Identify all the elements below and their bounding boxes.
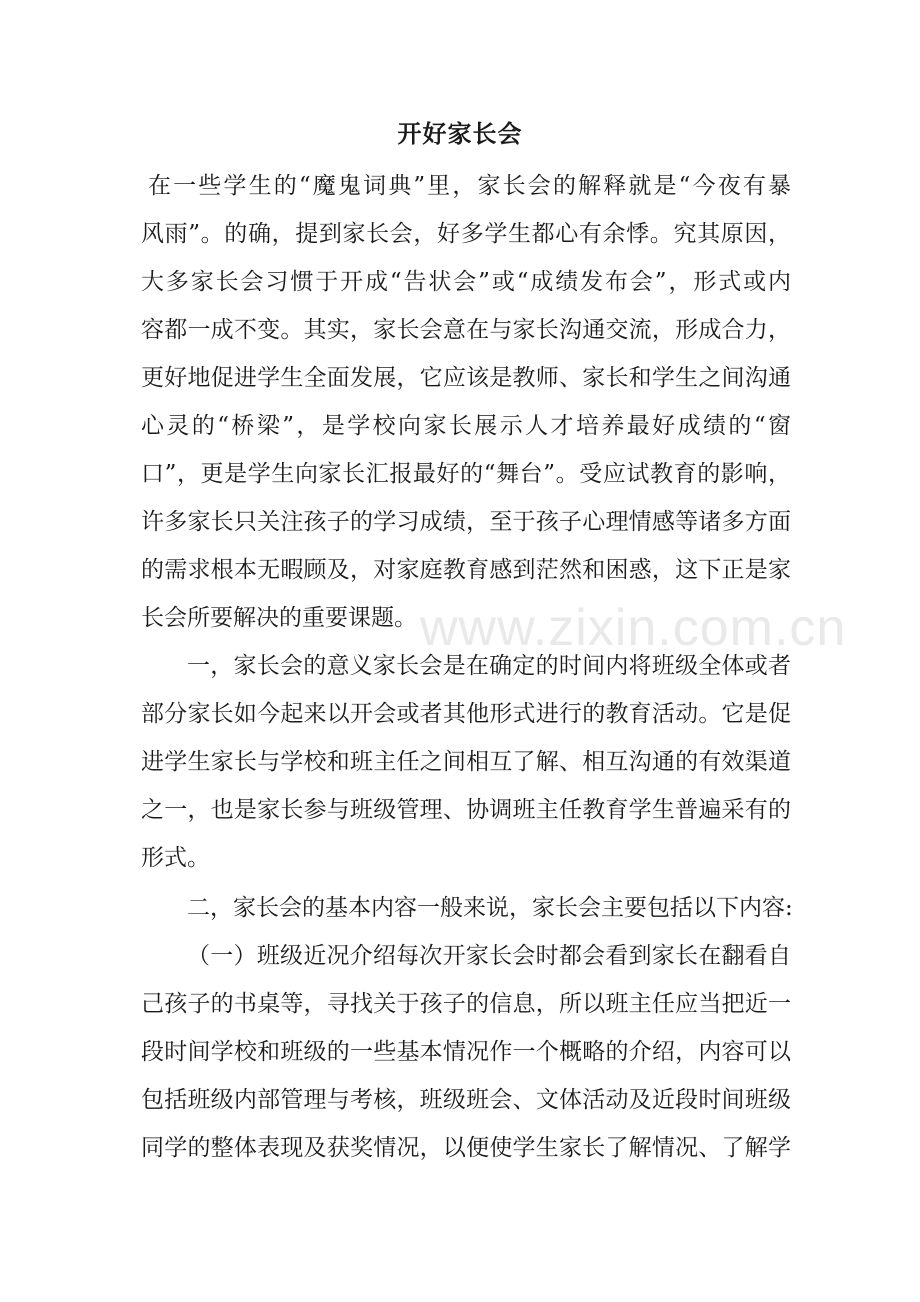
text-line: 一，家长会的意义家长会是在确定的时间内将班级全体或者 (187, 653, 791, 679)
text-line: 大多家长会习惯于开成“告状会”或“成绩发布会”，形式或内 (141, 269, 791, 295)
text-line: 段时间学校和班级的一些基本情况作一个概略的介绍，内容可以 (141, 1039, 791, 1065)
text-line: 更好地促进学生全面发展，它应该是教师、家长和学生之间沟通 (141, 365, 791, 391)
text-line: 容都一成不变。其实，家长会意在与家长沟通交流，形成合力， (141, 317, 791, 343)
text-line: 之一，也是家长参与班级管理、协调班主任教育学生普遍采有的 (141, 797, 791, 823)
text-line: （一）班级近况介绍每次开家长会时都会看到家长在翻看自 (187, 943, 791, 969)
text-line: 在一些学生的“魔鬼词典”里，家长会的解释就是“今夜有暴 (148, 173, 791, 199)
text-line: 部分家长如今起来以开会或者其他形式进行的教育活动。它是促 (141, 701, 791, 727)
text-line: 的需求根本无暇顾及，对家庭教育感到茫然和困惑，这下正是家 (141, 557, 791, 583)
text-line: 包括班级内部管理与考核，班级班会、文体活动及近段时间班级 (141, 1087, 791, 1113)
text-line: 许多家长只关注孩子的学习成绩，至于孩子心理情感等诸多方面 (141, 509, 791, 535)
text-line: 长会所要解决的重要课题。 (141, 605, 417, 631)
text-line: 进学生家长与学校和班主任之间相互了解、相互沟通的有效渠道 (141, 749, 791, 775)
text-line: 口”，更是学生向家长汇报最好的“舞台”。受应试教育的影响， (141, 461, 791, 487)
text-line: 风雨”。的确，提到家长会，好多学生都心有余悸。究其原因， (141, 221, 791, 247)
text-line: 同学的整体表现及获奖情况，以便使学生家长了解情况、了解学 (141, 1135, 791, 1161)
text-line: 心灵的“桥梁”，是学校向家长展示人才培养最好成绩的“窗 (141, 413, 791, 439)
text-line: 二，家长会的基本内容一般来说，家长会主要包括以下内容: (187, 895, 793, 921)
text-line: 形式。 (141, 845, 210, 871)
document-title: 开好家长会 (397, 119, 523, 148)
text-line: 己孩子的书桌等，寻找关于孩子的信息，所以班主任应当把近一 (141, 991, 791, 1017)
watermark-text: www.zixin.com.cn (420, 599, 847, 657)
